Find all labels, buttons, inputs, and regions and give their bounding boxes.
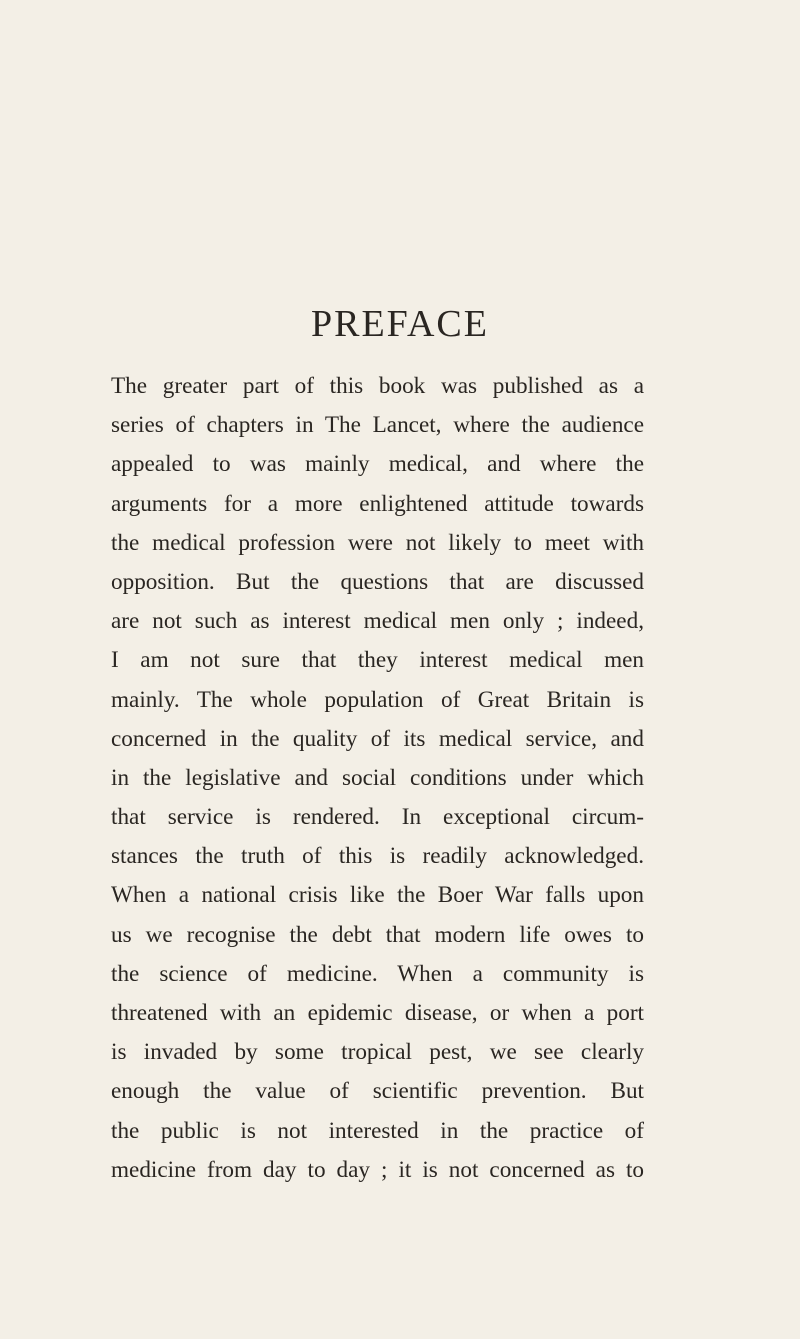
text-line: The greater part of this book was published as a xyxy=(111,373,644,399)
text-line: stances the truth of this is readily acknowledged. xyxy=(111,843,644,870)
text-line: that service is rendered. In exceptional circum- xyxy=(111,804,644,831)
text-line: the public is not interested in the practice of xyxy=(111,1117,644,1144)
text-line: arguments for a more enlightened attitude towards xyxy=(111,490,644,517)
text-line: the medical profession were not likely to meet with xyxy=(111,529,644,556)
text-line: in the legislative and social conditions under which xyxy=(111,764,644,791)
text-line: When a national crisis like the Boer War falls upon xyxy=(111,882,644,909)
text-line: the science of medicine. When a community is xyxy=(111,960,644,987)
text-line: is invaded by some tropical pest, we see clearly xyxy=(111,1039,644,1066)
text-line: threatened with an epidemic disease, or when a port xyxy=(111,1000,644,1026)
preface-body xyxy=(111,367,644,1190)
text-line: enough the value of scientific prevention. But xyxy=(111,1078,644,1105)
text-line: opposition. But the questions that are discussed xyxy=(111,568,644,595)
text-line: I am not sure that they interest medical men xyxy=(111,647,644,674)
text-line: medicine from day to day ; it is not concerned as to xyxy=(111,1156,644,1183)
text-line: concerned in the quality of its medical service, and xyxy=(111,725,644,752)
text-line: are not such as interest medical men only ; indeed, xyxy=(111,608,644,635)
text-line: series of chapters in The Lancet, where the audience xyxy=(111,412,644,439)
text-line: us we recognise the debt that modern life owes to xyxy=(111,921,644,948)
text-line: mainly. The whole population of Great Britain is xyxy=(111,686,644,713)
page-title: PREFACE xyxy=(310,303,489,345)
text-line: appealed to was mainly medical, and where the xyxy=(111,451,644,478)
